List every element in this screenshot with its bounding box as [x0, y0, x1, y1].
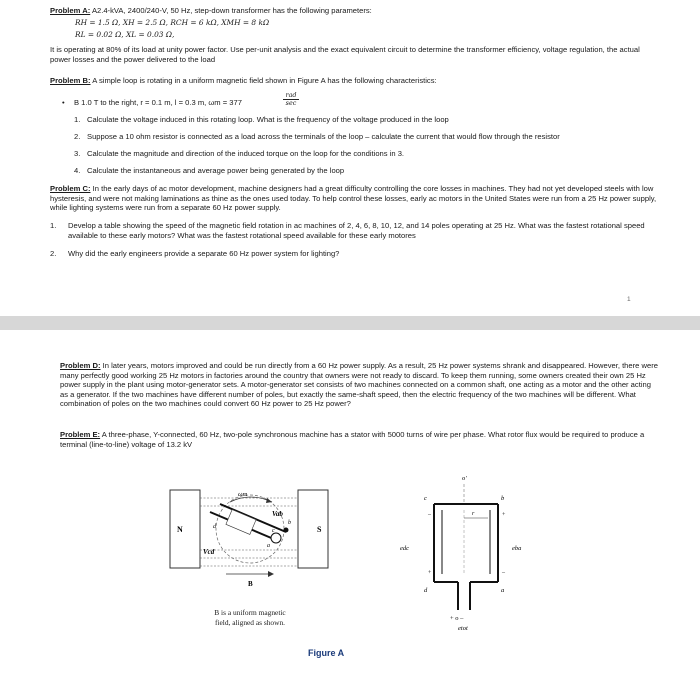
problem-e-text: A three-phase, Y-connected, 60 Hz, two-pole synchronous machine has a stator with 5000 turns of wire per phase. What rotor flux would be required to produce a terminal (line-to-line) voltage of 13.2 kV: [60, 430, 645, 449]
problem-b-item-number: 2.: [74, 132, 81, 141]
problem-b-intro: A simple loop is rotating in a uniform magnetic field shown in Figure A has the following characteristics:: [92, 76, 437, 85]
problem-c-item-number: 1.: [50, 221, 57, 230]
schematic-terminal-c: c: [424, 495, 427, 502]
problem-b-heading: [50, 76, 437, 86]
field-note-line-1: B is a uniform magnetic: [214, 608, 286, 617]
field-note-line-2: field, aligned as shown.: [215, 618, 285, 627]
problem-b-label: Problem B:: [50, 76, 91, 85]
south-pole-label: S: [317, 525, 322, 534]
loop-terminal-b: b: [288, 520, 291, 526]
problem-e-label: Problem E:: [60, 430, 101, 439]
rotating-loop-diagram: [168, 488, 338, 598]
problem-b-bullet: [74, 98, 242, 108]
schematic-terminal-a: a: [501, 587, 505, 594]
axis-top-label: o': [462, 475, 467, 482]
problem-a-params-2: RL = 0.02 Ω, XL = 0.03 Ω,: [75, 30, 175, 39]
page-number: 1: [627, 296, 631, 303]
problem-b-unit-fraction: [283, 92, 299, 107]
polarity-minus-right: –: [502, 570, 505, 576]
conductor-dot: [284, 528, 289, 533]
problem-b-item-number: 3.: [74, 149, 81, 158]
loop-terminal-d: d: [213, 524, 216, 530]
emf-ba-label: eba: [512, 545, 522, 552]
problem-c-item-number: 2.: [50, 249, 57, 258]
problem-b-item: Calculate the voltage induced in this rotating loop. What is the frequency of the voltage produced in the loop: [87, 115, 449, 124]
problem-b-item: Calculate the instantaneous and average power being generated by the loop: [87, 166, 345, 175]
problem-a-intro: A2.4-kVA, 2400/240-V, 50 Hz, step-down transformer has the following parameters:: [91, 6, 372, 15]
problem-d-text: In later years, motors improved and could be run directly from a 60 Hz power supply. As a result, 25 Hz power systems shrank and disappeared. However, there were many perfectly good working 25 Hz motors in factories around the country that owners were not ready to discard. To keep them running, some owners created their own 25 Hz power supply in the plant using motor-generator sets. A motor-generator set consists of two machines connected on a common shaft, one acting as a motor and the other acting as a generator. If the two machines have different number of poles, but exactly the same-shaft speed, then the electric frequency of the two machines will be different. What combination of poles on the two machines could convert 60 Hz power to 25 Hz power?: [60, 361, 658, 409]
loop-outline: [434, 504, 498, 610]
north-pole-label: N: [177, 525, 183, 534]
problem-c-item: Why did the early engineers provide a separate 60 Hz power system for lighting?: [68, 249, 340, 258]
emf-dc-label: edc: [400, 545, 410, 552]
problem-d-paragraph: [60, 361, 660, 409]
terminal-polarity: + o –: [450, 615, 464, 622]
schematic-terminal-b: b: [501, 495, 505, 502]
conductor-end-b: [271, 533, 281, 543]
polarity-plus-left: +: [428, 570, 432, 576]
problem-c-item: Develop a table showing the speed of the magnetic field rotation in ac machines of 2, 4, 6, 8, 10, 12, and 14 poles operating at 25 Hz. What was the fastest rotational speed available to these early motors? What was the fastest rotational speed available for these early motores: [68, 221, 645, 240]
problem-a-params-1: RH = 1.5 Ω, XH = 2.5 Ω, RCH = 6 kΩ, XMH = 8 kΩ: [75, 18, 270, 27]
problem-a-label: Problem A:: [50, 6, 91, 15]
north-pole-face: [170, 490, 200, 568]
field-note: [195, 608, 305, 628]
field-arrowhead: [268, 571, 274, 577]
problem-b-item: Suppose a 10 ohm resistor is connected as a load across the terminals of the loop – calculate the current that would flow through the resistor: [87, 132, 560, 141]
unit-numerator: rad: [285, 91, 297, 99]
problem-b-item-number: 4.: [74, 166, 81, 175]
loop-terminal-c: c: [272, 528, 275, 534]
unit-denominator: sec: [283, 99, 299, 107]
problem-c-label: Problem C:: [50, 184, 91, 193]
page-separator: [0, 316, 700, 330]
loop-section: [226, 510, 256, 535]
problem-b-bullet-dot: •: [62, 98, 65, 107]
polarity-plus-right: +: [502, 512, 506, 518]
field-b-label: B: [248, 580, 253, 588]
radius-label: r: [472, 511, 475, 517]
loop-terminal-a: a: [267, 543, 270, 549]
problem-b-item-number: 1.: [74, 115, 81, 124]
omega-label: ωm: [238, 491, 248, 498]
problem-a-heading: [50, 6, 372, 16]
v-cd-label: Vcd: [203, 548, 215, 556]
problem-a-text: It is operating at 80% of its load at unity power factor. Use per-unit analysis and the exact equivalent circuit to determine the transformer efficiency, voltage regulation, the actual power losses and the power delivered to the load: [50, 45, 640, 64]
problem-b-bullet-text: B 1.0 T to the right, r = 0.1 m, l = 0.3 m, ωm = 377: [74, 98, 242, 107]
problem-c-text: In the early days of ac motor development, machine designers had a great difficulty controlling the core losses in machines. They had not yet developed steels with low hysteresis, and were not making laminations as thine as the ones used today. To help control these losses, early ac motors in the United States were run from a 25 Hz power supply, while lighting systems were run from a separate 60 Hz power supply.: [50, 184, 657, 213]
problem-e-paragraph: [60, 430, 660, 449]
problem-d-label: Problem D:: [60, 361, 101, 370]
schematic-terminal-d: d: [424, 587, 428, 594]
document-page-2: [0, 330, 700, 677]
south-pole-face: [298, 490, 328, 568]
polarity-minus-left: –: [428, 512, 431, 518]
v-ab-label: Vab: [272, 510, 283, 518]
document-page-1: [0, 0, 700, 316]
problem-b-item: Calculate the magnitude and direction of the induced torque on the loop for the conditions in 3.: [87, 149, 405, 158]
emf-total-label: etot: [458, 625, 468, 632]
figure-caption: Figure A: [308, 648, 345, 658]
loop-schematic-diagram: [398, 470, 538, 635]
problem-c-paragraph: [50, 184, 662, 213]
